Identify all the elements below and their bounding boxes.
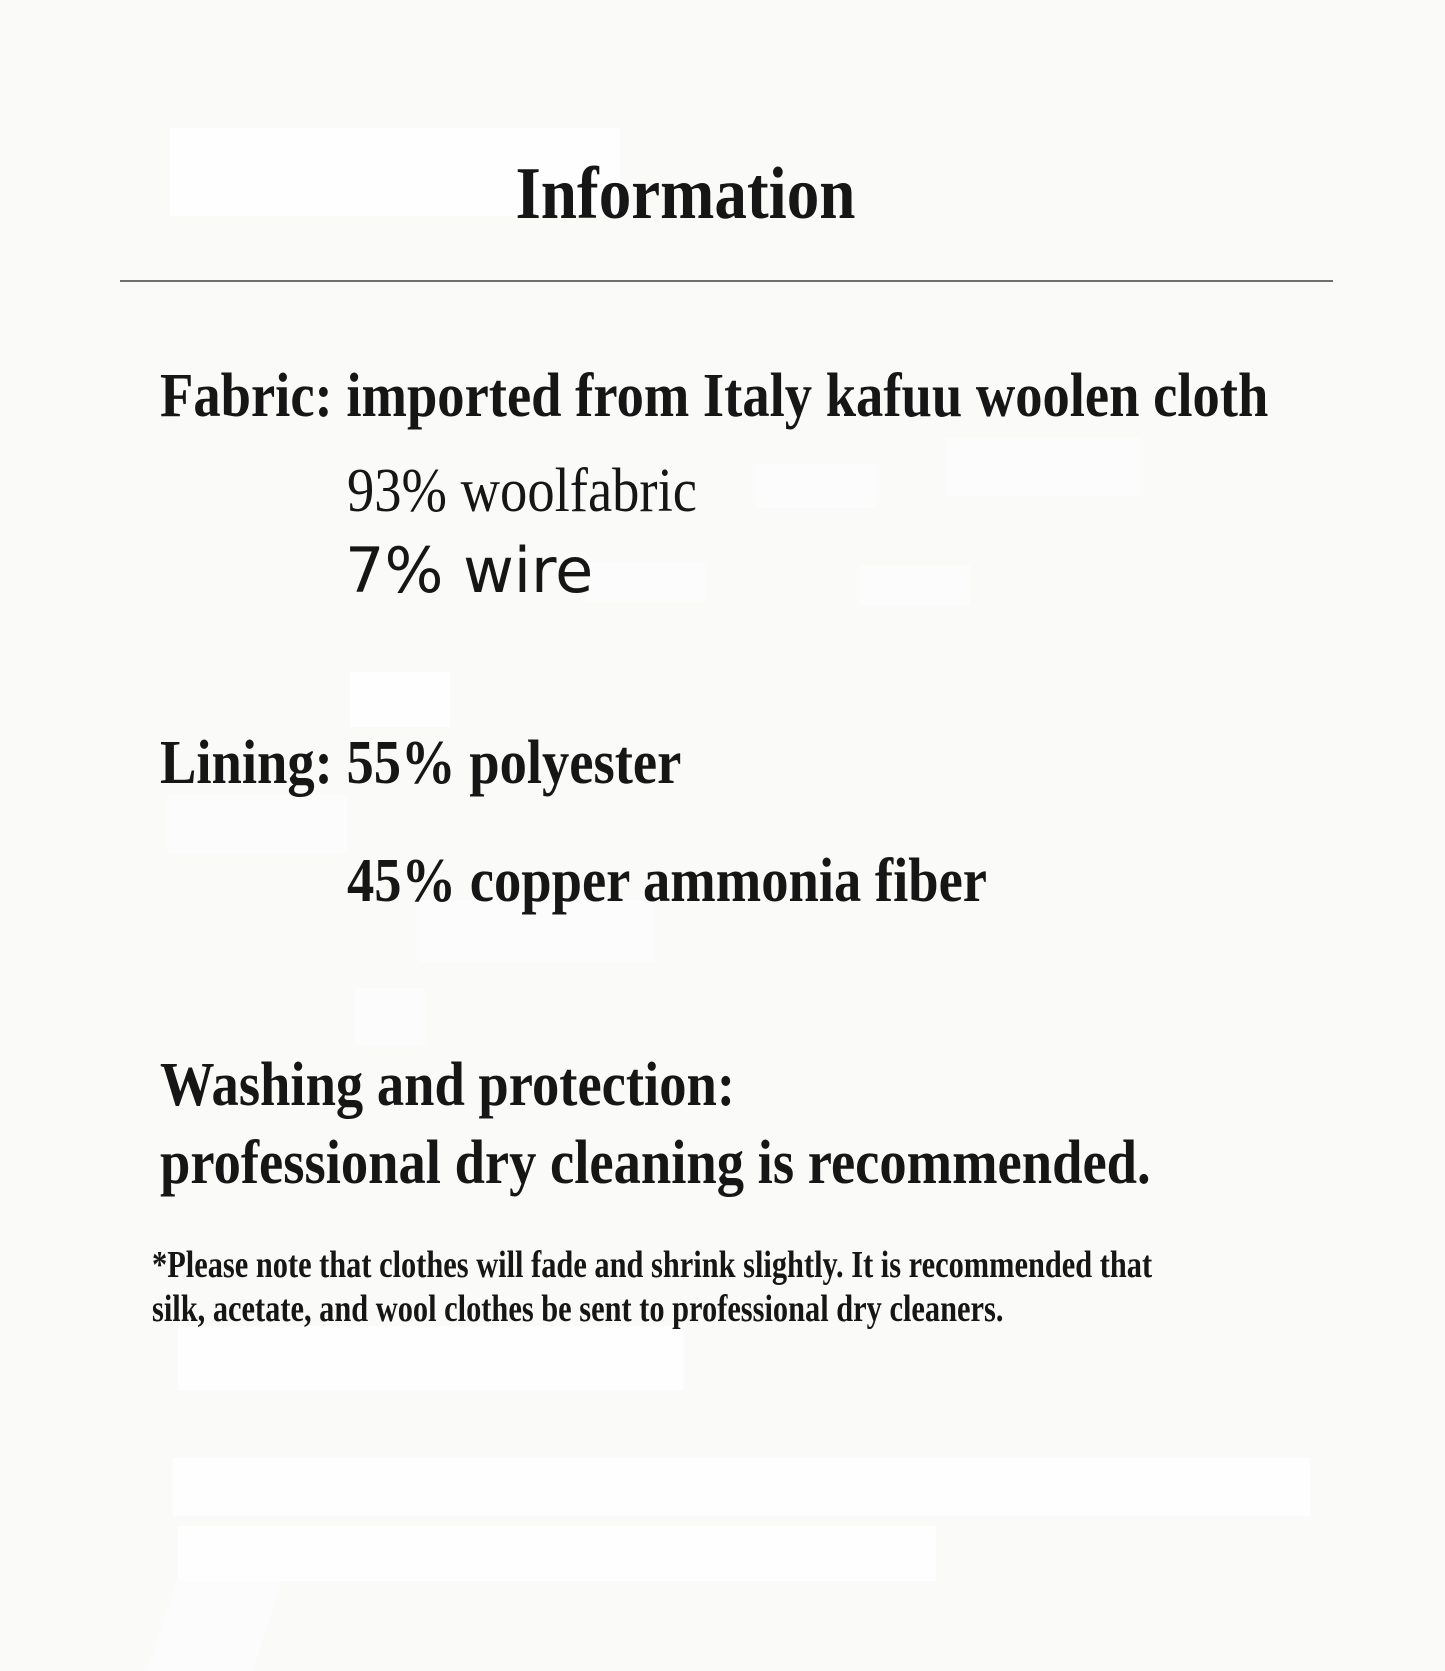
background-artifact	[173, 1458, 1310, 1516]
washing-heading-line-1: Washing and protection:	[160, 1051, 736, 1119]
washing-note-line-1: *Please note that clothes will fade and shrink slightly. It is recommended that	[152, 1244, 1153, 1286]
washing-heading-line-2: professional dry cleaning is recommended.	[160, 1129, 1151, 1197]
washing-note	[152, 1243, 1152, 1331]
washing-heading	[160, 1046, 1151, 1202]
background-artifact	[756, 464, 876, 508]
background-artifact	[178, 1326, 683, 1390]
fabric-composition-wool: 93% woolfabric	[347, 457, 697, 525]
washing-note-line-2: silk, acetate, and wool clothes be sent to professional dry cleaners.	[152, 1288, 1004, 1330]
title-divider	[120, 280, 1333, 282]
lining-heading: Lining: 55% polyester	[160, 729, 682, 797]
fabric-composition-wire: 7% wire	[345, 534, 594, 607]
fabric-heading: Fabric: imported from Italy kafuu woolen cloth	[160, 362, 1269, 430]
background-artifact	[945, 438, 1140, 496]
background-artifact	[178, 1526, 936, 1581]
background-artifact	[167, 795, 347, 853]
background-artifact	[585, 562, 705, 602]
background-artifact	[355, 988, 425, 1046]
background-artifact	[350, 672, 450, 727]
background-artifact	[860, 565, 970, 605]
lining-composition-fiber: 45% copper ammonia fiber	[347, 847, 988, 915]
page-title: Information	[515, 153, 856, 235]
